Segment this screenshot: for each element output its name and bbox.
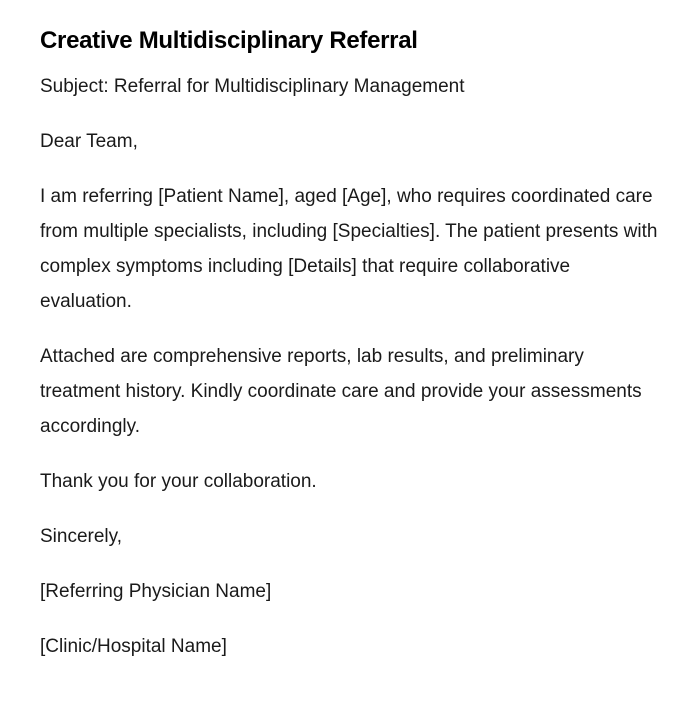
signature-physician-name: [Referring Physician Name] bbox=[40, 581, 272, 602]
closing: Sincerely, bbox=[40, 526, 123, 547]
greeting: Dear Team, bbox=[40, 131, 138, 152]
thanks-line: Thank you for your collaboration. bbox=[40, 471, 317, 492]
signature-organization: [Clinic/Hospital Name] bbox=[40, 636, 227, 657]
document-title: Creative Multidisciplinary Referral bbox=[40, 27, 418, 54]
subject-line: Subject: Referral for Multidisciplinary Management bbox=[40, 76, 465, 97]
body-paragraph-attachments: Attached are comprehensive reports, lab results, and preliminary treatment history. Kindly coordinate care and provide your assessments accordingly. bbox=[40, 346, 642, 437]
body-paragraph-referral: I am referring [Patient Name], aged [Age], who requires coordinated care from multiple specialists, including [Specialties]. The patient presents with complex symptoms including [Details] that require collaborative evaluation. bbox=[40, 186, 658, 312]
